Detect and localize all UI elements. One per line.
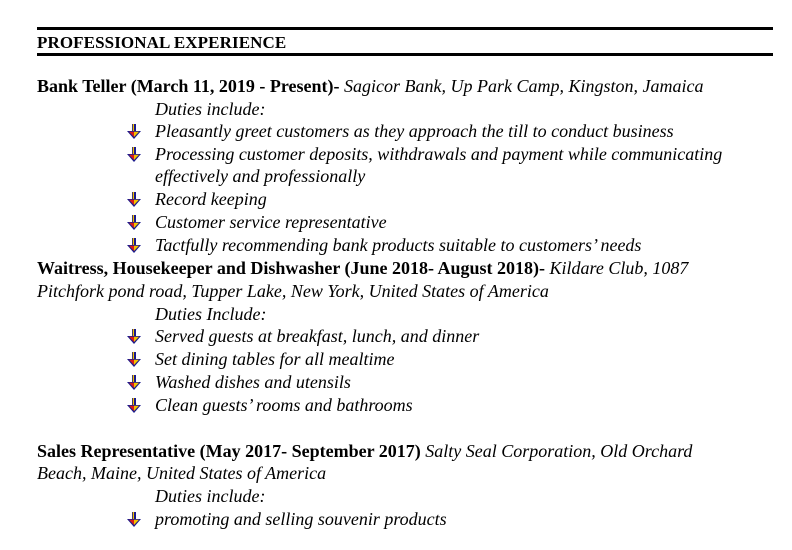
duties-label: Duties Include: xyxy=(155,304,267,324)
duty-text: Record keeping xyxy=(155,189,267,209)
job-employer: Sagicor Bank, Up Park Camp, Kingston, Jamaica xyxy=(343,76,704,96)
job-employer: Salty Seal Corporation, Old Orchard xyxy=(425,441,693,461)
down-arrow-icon xyxy=(126,238,142,254)
job-header xyxy=(37,257,688,279)
duty-text: Clean guests’ rooms and bathrooms xyxy=(155,395,413,415)
duty-text: Set dining tables for all mealtime xyxy=(155,349,395,369)
section-rule xyxy=(37,53,773,56)
job-header xyxy=(37,75,703,97)
job-header xyxy=(37,440,692,462)
duty-text: Pleasantly greet customers as they approach the till to conduct business xyxy=(155,121,674,141)
down-arrow-icon xyxy=(126,512,142,528)
duty-text: promoting and selling souvenir products xyxy=(155,509,447,529)
down-arrow-icon xyxy=(126,215,142,231)
down-arrow-icon xyxy=(126,375,142,391)
duty-continuation: effectively and professionally xyxy=(155,166,366,186)
duty-text: Processing customer deposits, withdrawals and payment while communicating xyxy=(155,144,723,164)
job-title: Bank Teller (March 11, 2019 - Present)- xyxy=(37,76,340,96)
duty-text: Served guests at breakfast, lunch, and dinner xyxy=(155,326,480,346)
down-arrow-icon xyxy=(126,329,142,345)
down-arrow-icon xyxy=(126,398,142,414)
section-title: PROFESSIONAL EXPERIENCE xyxy=(37,33,287,52)
duties-label: Duties include: xyxy=(155,99,266,119)
duty-text: Customer service representative xyxy=(155,212,387,232)
down-arrow-icon xyxy=(126,192,142,208)
job-employer-continuation: Beach, Maine, United States of America xyxy=(37,463,327,483)
job-employer: Kildare Club, 1087 xyxy=(549,258,689,278)
job-employer-continuation: Pitchfork pond road, Tupper Lake, New York, United States of America xyxy=(37,281,549,301)
top-rule xyxy=(37,27,773,30)
duties-label: Duties include: xyxy=(155,486,266,506)
down-arrow-icon xyxy=(126,147,142,163)
job-title: Waitress, Housekeeper and Dishwasher (June 2018- August 2018)- xyxy=(37,258,546,278)
duty-text: Tactfully recommending bank products suitable to customers’ needs xyxy=(155,235,642,255)
duty-text: Washed dishes and utensils xyxy=(155,372,351,392)
job-title: Sales Representative (May 2017- September 2017) xyxy=(37,441,421,461)
down-arrow-icon xyxy=(126,352,142,368)
down-arrow-icon xyxy=(126,124,142,140)
